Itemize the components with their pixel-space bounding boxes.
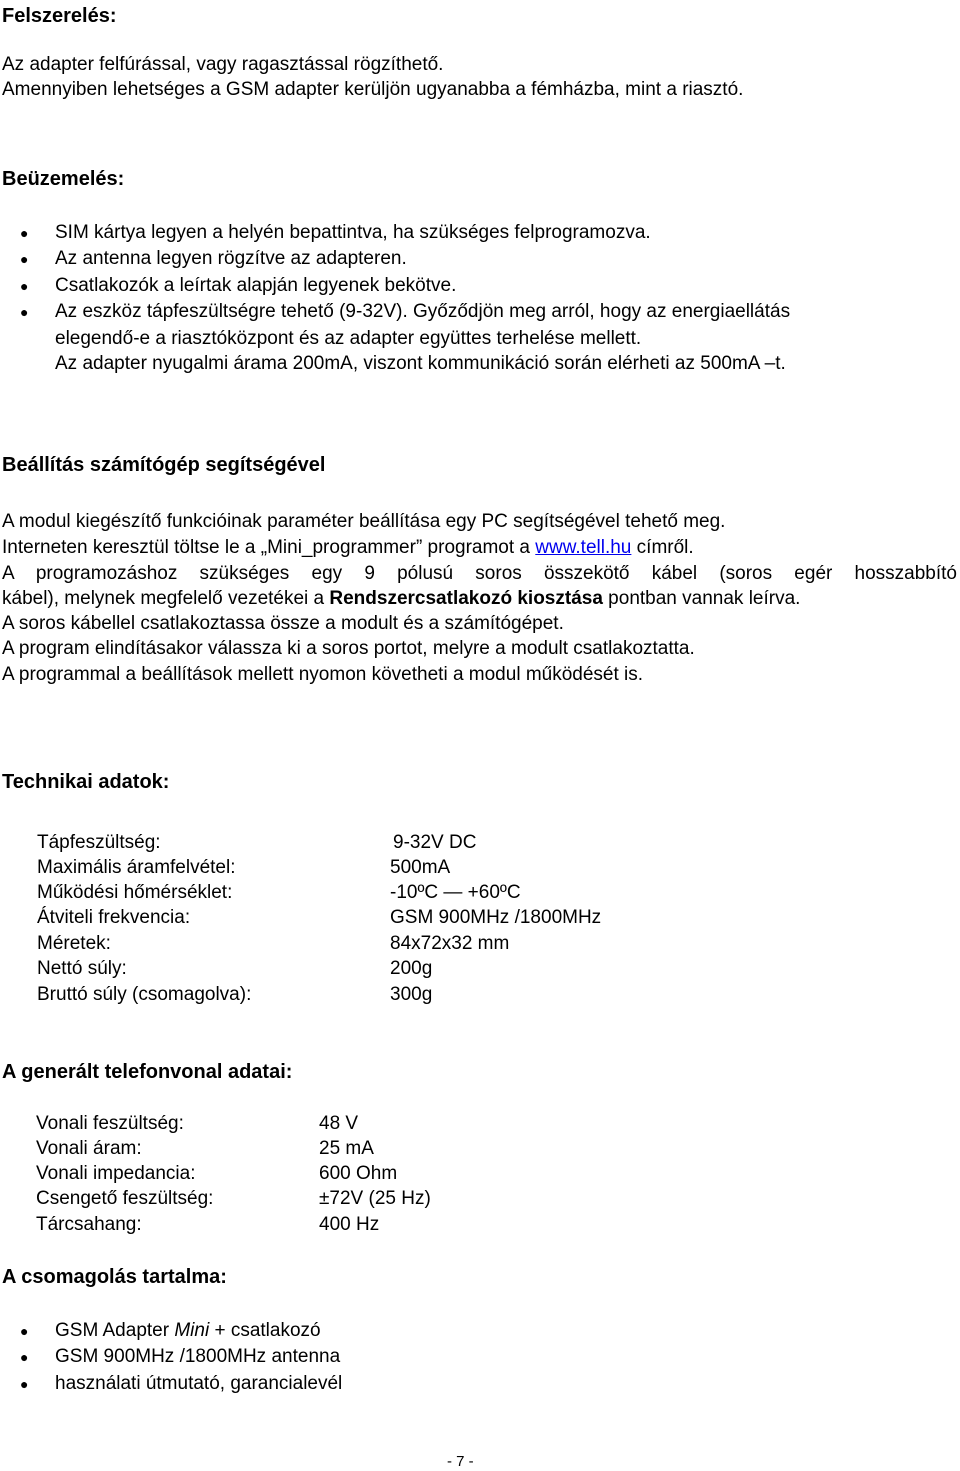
spec-value: 84x72x32 mm (390, 933, 510, 954)
beallitas-line-4 (2, 589, 800, 608)
section-title-felszereles: Felszerelés: (2, 5, 117, 27)
bullet-icon: ● (20, 1376, 29, 1392)
bullet-icon: ● (20, 304, 29, 320)
beallitas-line-5: A soros kábellel csatlakoztassa össze a modult és a számítógépet. (2, 613, 564, 634)
beallitas-line-4-bold: Rendszercsatlakozó kiosztása (329, 588, 603, 609)
line-spec-label: Vonali impedancia: (36, 1163, 196, 1184)
spec-value: 500mA (390, 857, 451, 878)
bullet-icon: ● (20, 225, 29, 241)
spec-value: -10ºC — +60ºC (390, 882, 521, 903)
list-item: SIM kártya legyen a helyén bepattintva, ha szükséges felprogramozva. (55, 222, 651, 243)
list-item: Az antenna legyen rögzítve az adapteren. (55, 248, 407, 269)
bullet-icon: ● (20, 278, 29, 294)
package-item: GSM 900MHz /1800MHz antenna (55, 1346, 341, 1367)
beallitas-line-7: A programmal a beállítások mellett nyomon követheti a modul működését is. (2, 664, 644, 685)
list-item-continuation: Az adapter nyugalmi árama 200mA, viszont kommunikáció során elérheti az 500mA –t. (55, 353, 786, 374)
spec-value: 200g (390, 958, 433, 979)
spec-label: Tápfeszültség: (37, 832, 161, 853)
package-item: használati útmutató, garancialevél (55, 1373, 343, 1394)
package-item (55, 1321, 321, 1340)
beallitas-line-3: A programozáshoz szükséges egy 9 pólusú soros összekötő kábel (soros egér hosszabbító (2, 563, 957, 584)
section-title-uzembe: Beüzemelés: (2, 168, 125, 190)
spec-value: 9-32V DC (393, 832, 477, 853)
beallitas-line-1: A modul kiegészítő funkcióinak paraméter beállítása egy PC segítségével tehető meg. (2, 511, 726, 532)
page-number: - 7 - (447, 1453, 474, 1470)
spec-value: 300g (390, 984, 433, 1005)
list-item: Csatlakozók a leírtak alapján legyenek bekötve. (55, 275, 457, 296)
beallitas-line-2-b: címről. (631, 537, 694, 558)
spec-label: Bruttó súly (csomagolva): (37, 984, 252, 1005)
bullet-icon: ● (20, 251, 29, 267)
beallitas-line-6: A program elindításakor válassza ki a soros portot, melyre a modult csatlakoztatta. (2, 638, 695, 659)
list-item-continuation: elegendő-e a riasztóközpont és az adapter együttes terhelése mellett. (55, 328, 642, 349)
line-spec-value: ±72V (25 Hz) (319, 1188, 431, 1209)
beallitas-line-2-a: Interneten keresztül töltse le a „Mini_programmer” programot a (2, 537, 536, 558)
spec-label: Átviteli frekvencia: (37, 907, 191, 928)
section-title-csomag: A csomagolás tartalma: (2, 1266, 227, 1288)
spec-value: GSM 900MHz /1800MHz (390, 907, 602, 928)
line-spec-label: Vonali feszültség: (36, 1113, 184, 1134)
line-spec-label: Csengető feszültség: (36, 1188, 214, 1209)
line-spec-value: 25 mA (319, 1138, 374, 1159)
spec-label: Maximális áramfelvétel: (37, 857, 236, 878)
spec-label: Méretek: (37, 933, 111, 954)
list-item: Az eszköz tápfeszültségre tehető (9-32V). Győződjön meg arról, hogy az energiaellátás (55, 301, 791, 322)
bullet-icon: ● (20, 1349, 29, 1365)
line-spec-value: 400 Hz (319, 1214, 380, 1235)
line-spec-value: 48 V (319, 1113, 359, 1134)
package-item-1-a: GSM Adapter (55, 1320, 175, 1341)
spec-label: Működési hőmérséklet: (37, 882, 233, 903)
bullet-icon: ● (20, 1323, 29, 1339)
line-spec-value: 600 Ohm (319, 1163, 398, 1184)
beallitas-line-4-a: kábel), melynek megfelelő vezetékei a (2, 588, 330, 609)
section-title-technikai: Technikai adatok: (2, 771, 170, 793)
package-item-1-italic: Mini (174, 1320, 210, 1341)
spec-label: Nettó súly: (37, 958, 127, 979)
beallitas-line-2 (2, 538, 694, 557)
package-item-1-b: + csatlakozó (209, 1320, 321, 1341)
felszereles-line-1: Az adapter felfúrással, vagy ragasztással rögzíthető. (2, 54, 444, 75)
beallitas-line-4-b: pontban vannak leírva. (602, 588, 801, 609)
website-link[interactable]: www.tell.hu (535, 537, 632, 558)
line-spec-label: Tárcsahang: (36, 1214, 142, 1235)
felszereles-line-2: Amennyiben lehetséges a GSM adapter kerüljön ugyanabba a fémházba, mint a riasztó. (2, 79, 744, 100)
section-title-beallitas: Beállítás számítógép segítségével (2, 454, 326, 476)
section-title-telefon: A generált telefonvonal adatai: (2, 1061, 293, 1083)
line-spec-label: Vonali áram: (36, 1138, 142, 1159)
